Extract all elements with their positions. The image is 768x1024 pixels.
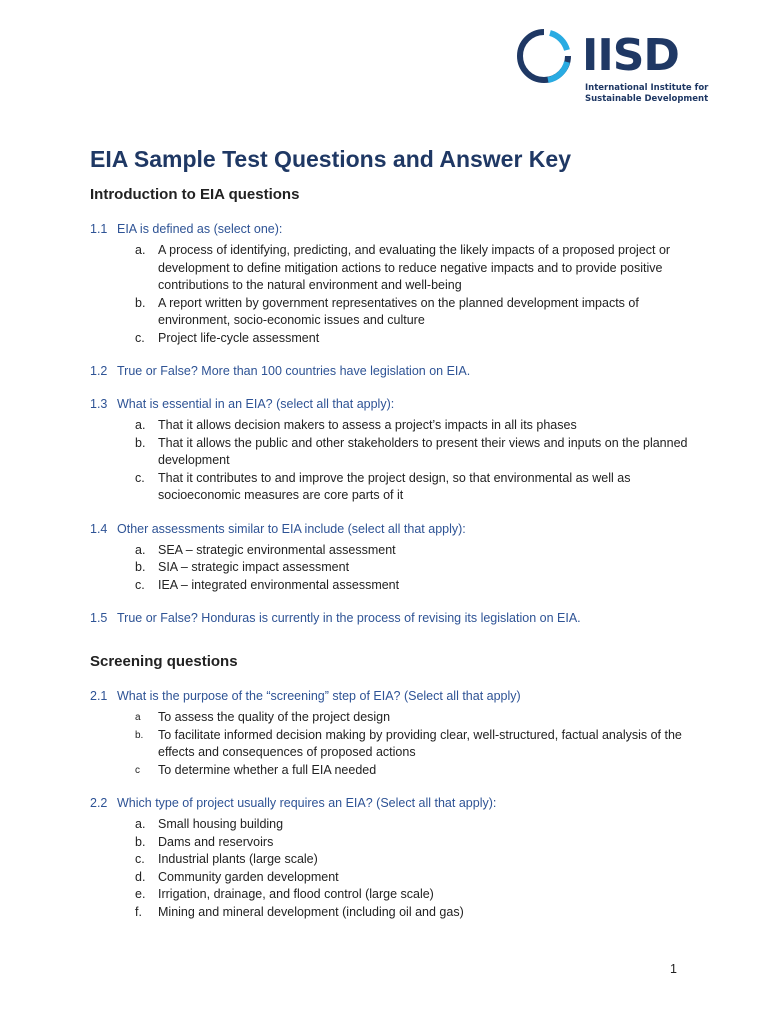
option-letter: b. (135, 560, 146, 574)
option-letter: a. (135, 418, 146, 432)
option-letter: c. (135, 330, 145, 345)
option-letter: b. (135, 834, 146, 849)
ring-icon (515, 26, 573, 88)
section-heading: Screening questions (90, 653, 238, 670)
option-text: SEA – strategic environmental assessment (158, 542, 396, 557)
page-number: 1 (670, 962, 677, 976)
option-item (90, 851, 690, 869)
option-letter: e. (135, 887, 146, 901)
option-text: Industrial plants (large scale) (158, 852, 318, 866)
question-prompt: True or False? Honduras is currently in the process of revising its legislation on EIA. (117, 611, 581, 625)
question-prompt: EIA is defined as (select one): (117, 222, 283, 236)
option-text: IEA – integrated environmental assessment (158, 577, 400, 592)
option-item (90, 330, 690, 348)
section (90, 651, 690, 921)
option-letter: b. (135, 295, 146, 310)
question (90, 396, 690, 505)
option-item (90, 559, 690, 577)
option-letter: a. (135, 243, 146, 257)
option-item (90, 542, 690, 560)
option-item (90, 417, 690, 435)
section-heading: Introduction to EIA questions (90, 186, 300, 203)
question-number: 1.4 (90, 521, 108, 536)
option-item (90, 816, 690, 834)
question-prompt: True or False? More than 100 countries have legislation on EIA. (117, 364, 471, 378)
option-text: A process of identifying, predicting, and evaluating the likely impacts of a proposed project or development to define mitigation actions to reduce negative impacts and to provide positive contributions to the natural environment and well-being (158, 243, 671, 292)
question-number: 2.1 (90, 689, 108, 703)
option-item (90, 709, 690, 727)
question-prompt: Other assessments similar to EIA include (select all that apply): (117, 521, 466, 536)
option-text: To facilitate informed decision making by providing clear, well-structured, factual analysis of the effects and consequences of proposed actions (158, 727, 682, 759)
option-letter: c. (135, 470, 145, 485)
logo-subtitle-line2: Sustainable Development (585, 94, 709, 104)
option-letter: c (135, 764, 140, 776)
option-letter: d. (135, 869, 146, 884)
question-text (90, 688, 690, 705)
option-letter: b. (135, 435, 146, 450)
option-list (90, 816, 690, 921)
logo-subtitle-line1: International Institute for (585, 83, 709, 93)
option-item (90, 435, 690, 470)
option-text: That it allows the public and other stakeholders to present their views and inputs on the planned development (158, 435, 688, 467)
option-list (90, 417, 690, 505)
question-number: 1.3 (90, 397, 108, 411)
option-list (90, 242, 690, 347)
option-letter: a. (135, 817, 146, 831)
option-item (90, 727, 690, 762)
question-number: 1.2 (90, 364, 108, 378)
option-text: Mining and mineral development (including oil and gas) (158, 904, 464, 919)
question-text (90, 610, 690, 627)
option-letter: a. (135, 542, 146, 557)
question (90, 221, 690, 347)
option-letter: a (135, 712, 141, 723)
option-item (90, 295, 690, 330)
logo-subtitle (585, 83, 715, 105)
question-number: 2.2 (90, 796, 108, 810)
question-text (90, 521, 690, 538)
option-list (90, 709, 690, 779)
option-item (90, 834, 690, 852)
option-text: That it contributes to and improve the project design, so that environmental as well as socioeconomic measures are core parts of it (158, 470, 631, 502)
sections (90, 184, 690, 921)
option-item (90, 242, 690, 295)
question-text (90, 396, 690, 413)
question-text (90, 221, 690, 238)
iisd-logo (515, 26, 709, 108)
question (90, 363, 690, 380)
option-letter: c. (135, 577, 145, 592)
option-item (90, 904, 690, 922)
question-prompt: What is essential in an EIA? (select all that apply): (117, 397, 395, 411)
option-item (90, 886, 690, 904)
question-text (90, 795, 690, 812)
question-prompt: What is the purpose of the “screening” step of EIA? (Select all that apply) (117, 689, 521, 703)
question-text (90, 363, 690, 380)
section (90, 184, 690, 627)
option-letter: f. (135, 904, 142, 919)
question (90, 795, 690, 921)
option-text: SIA – strategic impact assessment (158, 560, 350, 574)
page-title: EIA Sample Test Questions and Answer Key (90, 146, 572, 172)
document-body (90, 142, 690, 921)
option-letter: b. (135, 729, 144, 741)
option-text: To determine whether a full EIA needed (158, 762, 377, 777)
question (90, 521, 690, 595)
option-item (90, 577, 690, 595)
option-text: Small housing building (158, 817, 284, 831)
option-text: Irrigation, drainage, and flood control (large scale) (158, 887, 434, 901)
option-text: Dams and reservoirs (158, 834, 274, 849)
option-text: A report written by government representatives on the planned development impacts of environment, socio-economic issues and culture (158, 295, 639, 327)
option-item (90, 869, 690, 887)
logo-name: IISD (582, 30, 679, 81)
option-list (90, 542, 690, 595)
question-number: 1.1 (90, 222, 108, 236)
option-text: Project life-cycle assessment (158, 330, 320, 345)
option-item (90, 470, 690, 505)
option-text: Community garden development (158, 869, 339, 884)
option-text: To assess the quality of the project design (158, 710, 391, 724)
option-item (90, 762, 690, 780)
question (90, 688, 690, 779)
question-prompt: Which type of project usually requires an EIA? (Select all that apply): (117, 796, 497, 810)
option-text: That it allows decision makers to assess a project’s impacts in all its phases (158, 418, 577, 432)
question (90, 610, 690, 627)
question-number: 1.5 (90, 611, 108, 625)
option-letter: c. (135, 852, 145, 866)
